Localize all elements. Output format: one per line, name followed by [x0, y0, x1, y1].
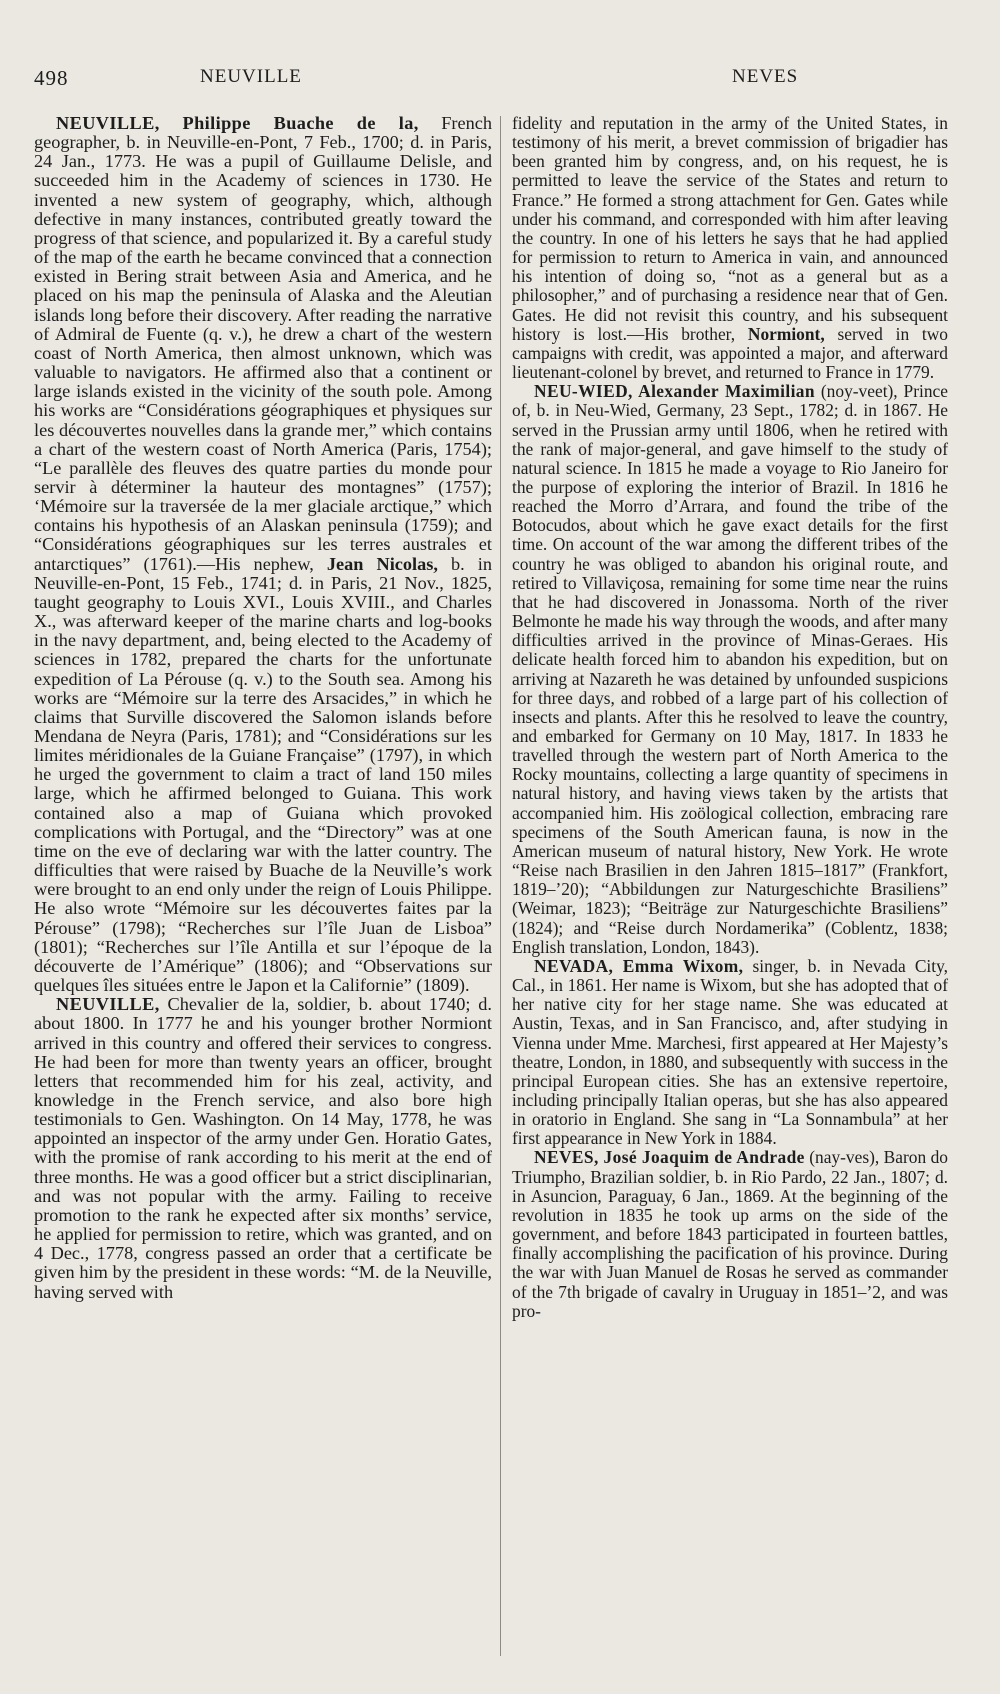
entry-text: Chevalier de la, soldier, b. about 1740; d. about 1800. In 1777 he and his younger brother Normiont arrived in this country and offered their services to congress. He had been for more than twenty years an officer, brought letters that recommended him for his zeal, activity, and knowledge in the French service, and also bore high testimonials to Gen. Washington. On 14 May, 1778, he was appointed an inspector of the army under Gen. Horatio Gates, with the promise of rank according to his merit at the end of three months. He was a good officer but a strict disciplinarian, and was not popular with the army. Failing to receive promotion to the rank he expected after six months’ service, he applied for permission to retire, which was granted, and on 4 Dec., 1778, congress passed an order that a certificate be given him by the president in these words: “M. de la Neuville, having served with: [34, 994, 492, 1302]
entry-neuville-continuation: [512, 114, 948, 382]
entry-text: fidelity and reputation in the army of the United States, in testimony of his merit, a brevet commission of brigadier has been granted him by congress, and, on his request, he is permitted to leave the service of the States and return to France.” He formed a strong attachment for Gen. Gates while under his command, and corresponded with him after leaving the country. In one of his letters he says that he had applied for permission to return to America in vain, and announced his intention of doing so, “not as a general but as a philosopher,” and of purchasing a residence near that of Gen. Gates. He did not revisit this country, and his subsequent history is lost.—His brother,: [512, 113, 948, 344]
entry-paragraph: [512, 957, 948, 1149]
left-column: [34, 114, 492, 1302]
entry-neuville-chevalier: [34, 995, 492, 1302]
entry-paragraph: [512, 114, 948, 382]
entry-paragraph: [34, 114, 492, 995]
inline-name: Jean Nicolas,: [313, 553, 438, 574]
entry-neu-wied: [512, 382, 948, 957]
entry-text: French geographer, b. in Neuville-en-Pont, 7 Feb., 1700; d. in Paris, 24 Jan., 1773. He was a pupil of Guillaume Delisle, and succeeded him in the Academy of sciences in 1730. He invented a new system of geography, which, although defective in many instances, contributed greatly toward the progress of that science, and popularized it. By a careful study of the map of the earth he became convinced that a connection existed in Bering strait between Asia and America, and he placed on his map the peninsula of Alaska and the Aleutian islands long before their discovery. After reading the narrative of Admiral de Fuente (q. v.), he drew a chart of the western coast of North America, then almost unknown, which was valuable to navigators. He affirmed also that a continent or large islands existed in the vicinity of the south pole. Among his works are “Considérations géographiques et physiques sur les découvertes nouvelles dans la grande mer,” which contains a chart of the western coast of North America (Paris, 1754); “Le parallèle des fleuves des quatre parties du monde pour servir à déterminer la hauteur des montagnes” (1757); ‘Mémoire sur la traversée de la mer glaciale arctique,” which contains his hypothesis of an Alaskan peninsula (1759); and “Considérations géographiques sur les terres australes et antarctiques” (1761).—His nephew,: [34, 113, 492, 574]
page-number: 498: [34, 66, 69, 90]
running-header: [34, 66, 960, 96]
entry-paragraph: [512, 1148, 948, 1320]
entry-text-continued: served in two campaigns with credit, was appointed a major, and afterward lieutenant-colonel by brevet, and returned to France in 1779.: [512, 323, 948, 383]
entry-headword: NEU-WIED, Alexander Maximilian: [534, 381, 815, 402]
entry-text: (noy-veet), Prince of, b. in Neu-Wied, Germany, 23 Sept., 1782; d. in 1867. He served in the Prussian army until 1806, when he retired with the rank of major-general, and gave himself to the study of natural science. In 1815 he made a voyage to Rio Janeiro for the purpose of exploring the interior of Brazil. In 1816 he reached the Morro d’Arrara, and found the tribe of the Botocudos, about which he gave exact details for the first time. On account of the war among the different tribes of the country he was obliged to abandon his original route, and retired to Villaviçosa, remaining for some time near the ruins that he had discovered in Jonassoma. North of the river Belmonte he made his way through the woods, and after many difficulties arrived in the province of Minas-Geraes. His delicate health forced him to abandon his expedition, but on arriving at Nazareth he was detained by unfounded suspicions for three days, and robbed of a large part of his collection of insects and plants. After this he resolved to leave the country, and embarked for Germany on 10 May, 1817. In 1833 he travelled through the western part of North America to the Rocky mountains, collecting a large quantity of specimens in natural history, and having views taken by the artists that accompanied him. His zoölogical collection, embracing rare specimens of the South American fauna, is now in the American museum of natural history, New York. He wrote “Reise nach Brasilien in den Jahren 1815–1817” (Frankfort, 1819–’20); “Abbildungen zur Naturgeschichte Brasiliens” (Weimar, 1823); “Beiträge zur Naturgeschichte Brasiliens” (1824); and “Reise durch Nordamerika” (Coblentz, 1838; English translation, London, 1843).: [512, 381, 948, 957]
entry-headword: NEVADA, Emma Wixom,: [534, 955, 744, 976]
header-left-guide-word: NEUVILLE: [200, 66, 302, 87]
entry-neves: [512, 1148, 948, 1320]
entry-neuville-philippe: [34, 114, 492, 995]
entry-nevada: [512, 957, 948, 1149]
inline-name: Normiont,: [735, 323, 825, 344]
column-divider: [500, 116, 501, 1656]
entry-headword: NEUVILLE,: [56, 994, 160, 1015]
entry-text: singer, b. in Nevada City, Cal., in 1861. Her name is Wixom, but she has adopted that of her native city for her stage name. She was educated at Austin, Texas, and in San Francisco, and, after studying in Vienna under Mme. Marchesi, first appeared at Her Majesty’s theatre, London, in 1880, and subsequently with success in the principal European cities. She has an extensive repertoire, including principally Italian operas, but she has also appeared in oratorio in England. She sang in “La Sonnambula” at her first appearance in New York in 1884.: [512, 955, 948, 1149]
header-right-guide-word: NEVES: [732, 66, 799, 87]
entry-headword: NEUVILLE, Philippe Buache de la,: [56, 113, 419, 133]
entry-text-continued: b. in Neuville-en-Pont, 15 Feb., 1741; d. in Paris, 21 Nov., 1825, taught geography to Louis XVI., Louis XVIII., and Charles X., was afterward keeper of the marine charts and log-books in the navy department, and, being elected to the Academy of sciences in 1782, prepared the charts for the unfortunate expedition of La Pérouse (q. v.) to the South sea. Among his works are “Mémoire sur la terre des Arsacides,” in which he claims that Surville discovered the Salomon islands before Mendana de Neyra (Paris, 1781); and “Considérations sur les limites méridionales de la Guiane Française” (1797), in which he urged the government to claim a tract of land 150 miles large, which he affirmed belonged to Guiana. This work contained also a map of Guiana which provoked complications with Portugal, and the “Directory” was at one time on the eve of declaring war with the latter country. The difficulties that were raised by Buache de la Neuville’s work were brought to an end only under the reign of Louis Philippe. He also wrote “Mémoire sur les découvertes faites par la Pérouse” (1798); “Recherches sur l’île Juan de Lisboa” (1801); “Recherches sur l’île Antilla et sur l’époque de la découverte de l’Amérique” (1806); and “Observations sur quelques îles situées entre le Japon et la Californie” (1809).: [34, 553, 492, 996]
entry-paragraph: [34, 995, 492, 1302]
entry-headword: NEVES, José Joaquim de Andrade: [534, 1147, 805, 1168]
entry-paragraph: [512, 382, 948, 957]
right-column: [512, 114, 948, 1321]
entry-text: (nay-ves), Baron do Triumpho, Brazilian soldier, b. in Rio Pardo, 22 Jan., 1807; d. in Asuncion, Paraguay, 6 Jan., 1869. At the beginning of the revolution in 1835 he took up arms on the side of the government, and before 1843 participated in fourteen battles, finally accomplishing the pacification of his province. During the war with Juan Manuel de Rosas he served as commander of the 7th brigade of cavalry in Uruguay in 1851–’2, and was pro-: [512, 1147, 948, 1321]
